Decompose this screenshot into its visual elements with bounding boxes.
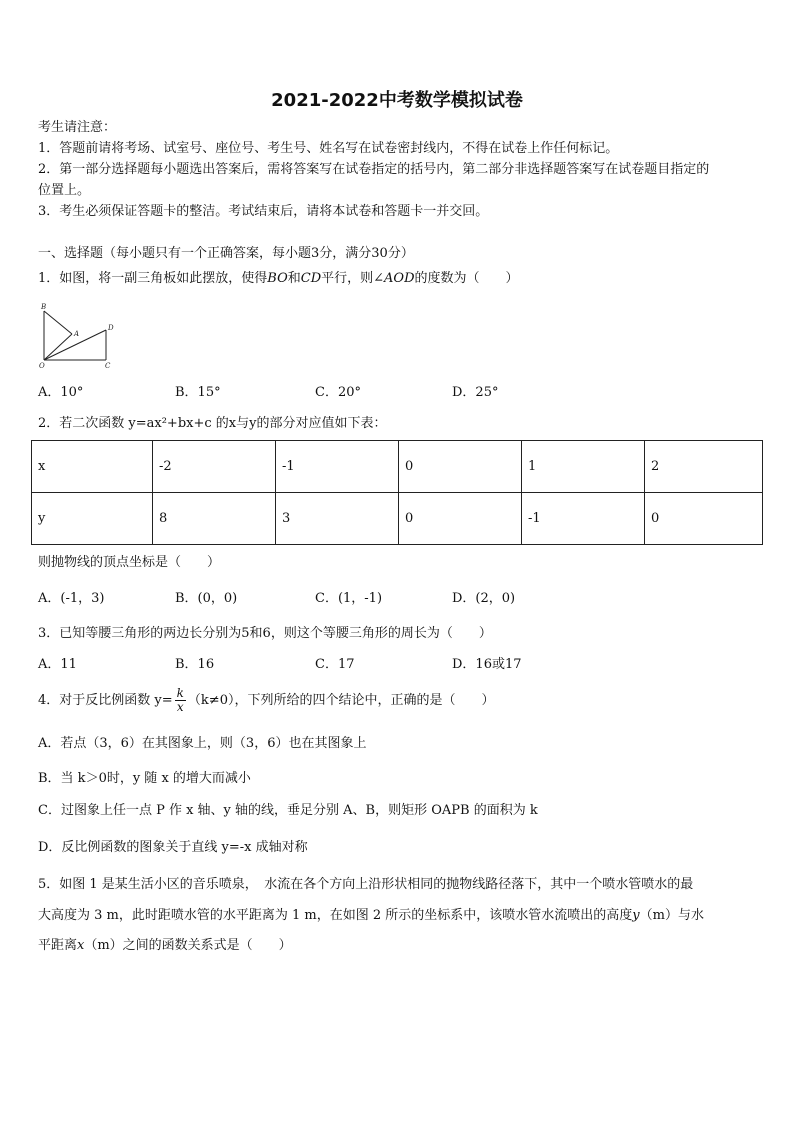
question-2-followup: 则抛物线的顶点坐标是（ ） <box>38 555 221 570</box>
fraction-k-over-x <box>175 687 186 714</box>
fig-label-d: D <box>108 324 114 332</box>
q5-text-c: 平距离 <box>38 938 78 953</box>
table-row-y <box>32 493 763 545</box>
q1-aod: AOD <box>384 271 415 286</box>
table-cell: x <box>32 441 153 493</box>
q4-option-b[interactable]: B．当 k＞0时，y 随 x 的增大而减小 <box>38 771 251 786</box>
q1-text-c: 平行，则∠ <box>321 271 385 286</box>
q3-option-c[interactable]: C．17 <box>315 657 355 672</box>
q4-text-a: 4．对于反比例函数 y= <box>38 693 173 708</box>
section-heading: 一、选择题（每小题只有一个正确答案，每小题3分，满分30分） <box>38 246 414 261</box>
q3-option-b[interactable]: B．16 <box>175 657 215 672</box>
fig-label-c: C <box>105 362 111 370</box>
q3-option-d[interactable]: D．16或17 <box>452 657 522 672</box>
q2-option-d[interactable]: D．(2，0) <box>452 591 516 606</box>
q1-cd: CD <box>300 271 322 286</box>
fig-line-ba <box>44 311 72 334</box>
q2-option-b[interactable]: B．(0，0) <box>175 591 238 606</box>
q1-text-a: 1．如图，将一副三角板如此摆放，使得 <box>38 271 268 286</box>
q2-option-a[interactable]: A．(-1，3) <box>38 591 105 606</box>
q5-y-var: y <box>632 908 640 923</box>
notice-item-1: 1．答题前请将考场、试室号、座位号、考生号、姓名写在试卷密封线内，不得在试卷上作任何标记。 <box>38 141 619 156</box>
question-5-line-1: 5．如图 1 是某生活小区的音乐喷泉， 水流在各个方向上沿形状相同的抛物线路径落下，其中一个喷水管喷水的最 <box>38 877 694 892</box>
q1-option-a[interactable]: A．10° <box>38 385 84 400</box>
table-cell: y <box>32 493 153 545</box>
question-4-stem <box>38 686 494 716</box>
q1-option-d[interactable]: D．25° <box>452 385 499 400</box>
value-table <box>31 440 763 545</box>
q5-x-var: x <box>77 938 85 953</box>
triangle-figure <box>34 300 116 372</box>
table-cell: 1 <box>522 441 645 493</box>
q5-text-a: 大高度为 3 m，此时距喷水管的水平距离为 1 m，在如图 2 所示的坐标系中，该喷水管水流喷出的高度 <box>38 908 633 923</box>
fig-label-o: O <box>39 362 45 370</box>
table-cell: 0 <box>399 493 522 545</box>
q1-option-b[interactable]: B．15° <box>175 385 221 400</box>
fig-label-a: A <box>74 330 80 338</box>
table-cell: -2 <box>153 441 276 493</box>
table-cell: 8 <box>153 493 276 545</box>
table-cell: 0 <box>399 441 522 493</box>
page-title: 2021-2022中考数学模拟试卷 <box>271 90 523 111</box>
q3-option-a[interactable]: A．11 <box>38 657 77 672</box>
notice-heading: 考生请注意： <box>38 120 117 135</box>
q1-option-c[interactable]: C．20° <box>315 385 361 400</box>
q4-text-b: （k≠0），下列所给的四个结论中，正确的是（ ） <box>187 693 495 708</box>
table-cell: 2 <box>645 441 763 493</box>
fig-line-oa <box>44 334 72 360</box>
q1-bo: BO <box>267 271 288 286</box>
question-2-stem: 2．若二次函数 y=ax²+bx+c 的x与y的部分对应值如下表： <box>38 416 387 431</box>
notice-item-2-cont: 位置上。 <box>38 183 91 198</box>
q4-option-c[interactable]: C．过图象上任一点 P 作 x 轴、y 轴的线，垂足分别 A、B，则矩形 OAPB 的面积为 k <box>38 803 538 818</box>
q1-text-d: 的度数为（ ） <box>414 271 519 286</box>
question-3-stem: 3．已知等腰三角形的两边长分别为5和6，则这个等腰三角形的周长为（ ） <box>38 626 492 641</box>
table-cell: -1 <box>522 493 645 545</box>
fraction-denominator: x <box>176 700 184 714</box>
table-row-x <box>32 441 763 493</box>
q4-option-a[interactable]: A．若点（3，6）在其图象上，则（3，6）也在其图象上 <box>38 736 367 751</box>
q1-text-b: 和 <box>287 271 301 286</box>
table-cell: 3 <box>276 493 399 545</box>
fraction-numerator: k <box>176 686 184 700</box>
q5-text-d: （m）之间的函数关系式是（ ） <box>84 938 292 953</box>
q4-option-d[interactable]: D．反比例函数的图象关于直线 y=-x 成轴对称 <box>38 840 308 855</box>
table-cell: 0 <box>645 493 763 545</box>
table-cell: -1 <box>276 441 399 493</box>
question-5-line-3 <box>38 937 292 955</box>
notice-item-3: 3．考生必须保证答题卡的整洁。考试结束后，请将本试卷和答题卡一并交回。 <box>38 204 489 219</box>
question-5-line-2 <box>38 907 704 925</box>
q5-text-b: （m）与水 <box>639 908 704 923</box>
question-1-stem <box>38 270 519 288</box>
notice-item-2: 2．第一部分选择题每小题选出答案后，需将答案写在试卷指定的括号内，第二部分非选择题答案写在试卷题目指定的 <box>38 162 710 177</box>
q2-option-c[interactable]: C．(1，-1) <box>315 591 383 606</box>
fig-label-b: B <box>41 303 47 311</box>
